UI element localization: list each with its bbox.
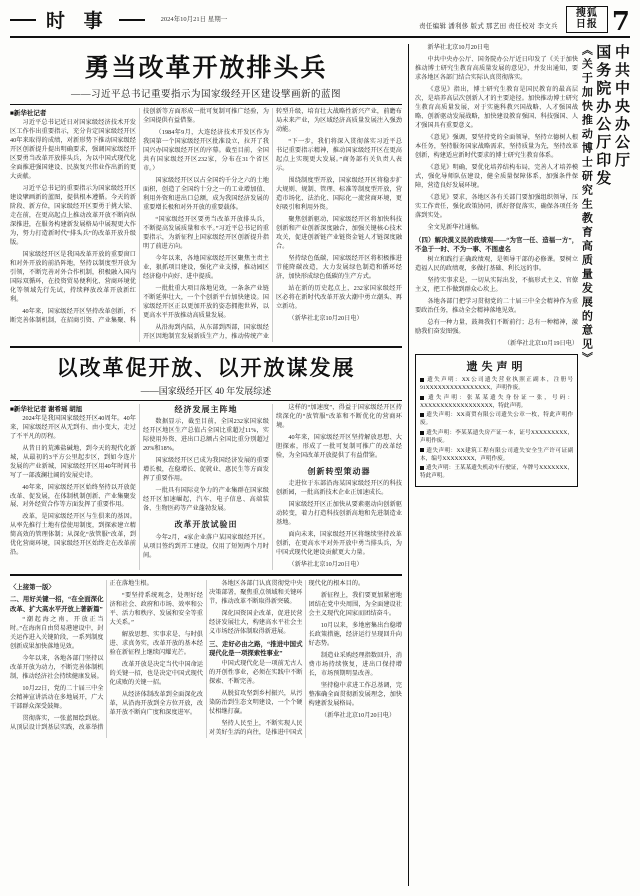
continued-body <box>10 580 402 738</box>
paragraph: 解放思想、实事求是、与时俱进、求真务实，改革开放的基本经验在新征程上继续闪耀光芒。 <box>109 630 203 656</box>
notice-text: 遗失声明：张某某遗失身份证一张，号码：XXXXXXXXXXXXXXXXXX，特此声明。 <box>420 394 574 409</box>
second-article <box>10 352 402 570</box>
main-column <box>10 44 408 886</box>
paper-logo-line1: 搜狐 <box>575 8 598 19</box>
paper-logo <box>566 6 630 38</box>
dateline: 新华社北京10月20日电 <box>427 44 490 51</box>
paragraph: 40年来，国家级经开区坚持改革创新，不断完善体制机制，在招商引资、产业集聚、科技创新等方面形成一批可复制可推广经验，为全国提供有益借鉴。 <box>10 108 269 324</box>
notice-entry <box>420 448 573 464</box>
paragraph: 国家级经开区已成为我国经济发展的重要增长极，在稳增长、促就业、惠民生等方面发挥了重要作用。 <box>143 457 269 483</box>
paragraph: 总有一种力量，鼓舞我们不断前行；总有一种精神，激励我们奋发图强。 <box>415 319 579 336</box>
paragraph-dateline: （新华社北京10月20日电） <box>320 711 396 719</box>
section-title: 时 事 <box>46 10 109 32</box>
policy-article <box>415 44 578 349</box>
bullet-square-icon <box>420 378 424 382</box>
page-body <box>10 44 630 886</box>
right-article-body <box>415 44 578 487</box>
paragraph: 贯彻落实，一张蓝图绘到底。从顶层设计到基层实践，改革举措正在落地生根。 <box>10 579 153 731</box>
paragraph: 改革开放是决定当代中国命运的关键一招，也是决定中国式现代化成败的关键一招。 <box>109 660 203 686</box>
paragraph: 一批批重大项目落地见效，一条条产业链不断延伸壮大，一个个创新平台加快建设。国家级经开区正以更加开放的姿态拥抱世界，以更高水平开放推动高质量发展。 <box>143 284 269 319</box>
paragraph: 从经济体制改革到全面深化改革，从沿海开放到全方位开放，改革开放不断向广度和深度进军。 <box>109 690 203 716</box>
paragraph: 中共中央办公厅、国务院办公厅近日印发了《关于加快推动博士研究生教育高质量发展的意见》，并发出通知，要求各地区各部门结合实际认真贯彻落实。 <box>415 55 579 81</box>
right-top <box>415 44 630 886</box>
notice-entry <box>420 377 573 393</box>
paragraph: 今年2月，4家企业落户某国家级经开区。从项目签约到开工建设，仅用了短短两个月时间。 <box>143 533 269 559</box>
second-section-title: 创新转型策动器 <box>307 466 371 476</box>
paragraph: 数据显示，截至目前，全国232家国家级经开区地区生产总值占全国比重超过11%，实际使用外资、进出口总额占全国比重分别超过20%和18%。 <box>143 418 269 453</box>
paragraph-dateline: （新华社北京10月20日电） <box>288 314 363 322</box>
paragraph: 国家级经开区是我国改革开放的重要窗口和对外开放的前沿阵地，坚持以制度型开放为引领，不断完善对外合作机制，积极融入国内国际双循环，在投资贸易便利化、营商环境优化等领域先行先试，持续释放改革开放新红利。 <box>10 250 136 303</box>
masthead <box>10 6 630 38</box>
divider <box>10 104 402 105</box>
paper-logo-line2: 日报 <box>575 18 598 30</box>
paragraph: 新征程上，我们要更加紧密地团结在党中央周围，为全面建设社会主义现代化国家而团结奋斗。 <box>308 591 402 617</box>
paragraph: 坚持稳中求进工作总基调，完整准确全面贯彻新发展理念，加快构建新发展格局。 <box>308 681 402 707</box>
paragraph: 《意见》要求，各地区各有关部门要加强组织领导，压实工作责任，强化政策协同，抓好督促落实，确保各项任务落到实处。 <box>415 193 579 219</box>
lead-article <box>10 48 402 342</box>
second-section-title: 经济发展主阵地 <box>174 404 238 414</box>
paragraph: 各地区各部门认真贯彻党中央决策部署，聚焦重点领域和关键环节，推动改革不断取得新突破。 <box>209 579 303 605</box>
notice-entry <box>420 412 573 428</box>
paragraph: 从昔日的荒滩盐碱地，到今天的现代化新城，从最初的3平方公里起步区，到如今连片发展的产业新城，国家级经开区用40年时间书写了一部波澜壮阔的发展史诗。 <box>10 444 136 479</box>
paragraph: 10月以来，多地密集出台稳增长政策措施，经济运行呈现回升向好态势。 <box>308 621 402 647</box>
notice-entry <box>420 430 573 446</box>
divider-major <box>10 346 402 348</box>
masthead-left <box>10 6 227 33</box>
bullet-square-icon <box>420 431 424 435</box>
continued-section-head-2: 三、走好必由之路，“推进中国式现代化是一项探索性事业” <box>209 640 303 658</box>
continued-section-head: 二、用好关键一招，“在全面深化改革、扩大高水平开放上著新篇” <box>10 596 104 613</box>
notice-entry <box>420 395 573 411</box>
paragraph: 坚持绿色低碳，国家级经开区将积极推进节能降碳改造，大力发展绿色制造和循环经济，加快形成绿色低碳的生产方式。 <box>276 254 402 280</box>
second-text <box>10 404 402 570</box>
lead-body <box>10 108 402 342</box>
paragraph: 习近平总书记的重要指示为国家级经开区建设擘画新的蓝图，提供根本遵循。今天的新阶段、新方位，国家级经开区要勇于挑大梁、走在前，在更高起点上推动改革开放不断向纵深推进，在服务构建新发展格局中展现更大作为，努力打造新时代“排头兵”的改革开放升级版。 <box>10 184 136 246</box>
paragraph: 坚持实事求是，一切从实际出发，不搞形式主义、官僚主义，把工作做到群众心坎上。 <box>415 277 579 294</box>
continued-article <box>10 580 402 738</box>
paragraph: 从沿海到内陆，从东部到西部，国家级经开区因地制宜发展新质生产力，推动传统产业转型升级，培育壮大战略性新兴产业，前瞻布局未来产业，为区域经济高质量发展注入强劲动能。 <box>143 108 402 340</box>
masthead-rule-right <box>119 19 145 21</box>
paragraph: 习近平总书记近日对国家级经济技术开发区工作作出重要指示，充分肯定国家级经开区40年来取得的成绩，对新形势下推动国家级经开区创新提升提出明确要求，强调国家级经开区要勇当改革开放排头兵，为以中国式现代化全面推进强国建设、民族复兴伟业作出新的更大贡献。 <box>10 119 136 180</box>
continued-text <box>10 580 402 738</box>
divider <box>10 400 402 401</box>
lead-headline: 勇当改革开放排头兵 <box>84 53 328 82</box>
notice-text: 遗失声明：XX公司遗失营业执照正副本，注册号91XXXXXXXXXXXXXXXX，声明作废。 <box>420 377 574 391</box>
paragraph: 中国式现代化是一项前无古人的开创性事业，必须在实践中不断探索、不断完善。 <box>209 660 303 686</box>
paragraph: “要坚持系统观念，处理好经济和社会、政府和市场、效率和公平、活力和秩序、发展和安全等重大关系。” <box>109 591 203 626</box>
paragraph: 《意见》强调，要坚持党的全面领导，坚持立德树人根本任务，坚持服务国家战略需求，坚持质量为先，坚持改革创新，构建适应新时代要求的博士研究生教育体系。 <box>415 133 579 159</box>
second-subheadline: ——国家级经开区 40 年发展综述 <box>140 385 272 396</box>
paragraph: 《意见》指出，博士研究生教育是国民教育的最高层次，是培养高层次创新人才的主要途径。加快推动博士研究生教育高质量发展，对于实施科教兴国战略、人才强国战略、创新驱动发展战略，加快建设教育强国、科技强国、人才强国具有重要意义。 <box>415 85 579 129</box>
right-column <box>408 44 630 886</box>
paragraph: 国家级经开区以占全国约千分之六的土地面积，创造了全国约十分之一的工业增加值、利用外资和进出口总额，成为我国经济发展的重要增长极和对外开放的重要载体。 <box>143 176 269 211</box>
masthead-rule-left <box>10 19 36 21</box>
paragraph: 站在新的历史起点上，232家国家级经开区必将在新时代改革开放大潮中勇立潮头、再立新功。 <box>276 284 402 310</box>
right-note: （新华社北京10月19日电） <box>503 340 579 348</box>
notice-entry <box>420 465 573 481</box>
lost-notice-title: 遗失声明 <box>466 360 527 374</box>
second-section-title: 改革开放试验田 <box>174 520 238 530</box>
paragraph: 《意见》明确，要优化培养结构布局，完善人才培养模式，强化导师队伍建设，健全质量保障体系，加强条件保障，营造良好发展环境。 <box>415 163 579 189</box>
paragraph: 10月22日，党的二十届三中全会精神宣讲活动在多地展开，广大干部群众深受鼓舞。 <box>10 684 104 710</box>
paragraph: 全文见新华社通稿。 <box>427 223 484 231</box>
lost-notice-body <box>420 377 573 481</box>
paragraph: 今年以来，各地国家级经开区聚焦主责主业，狠抓项目建设，强化产业支撑，推动园区经济稳中向好、进中提质。 <box>143 254 269 280</box>
paper-logo-box <box>566 6 608 33</box>
paragraph: 改革，是国家级经开区与生俱来的基因。从率先推行土地有偿使用制度，到探索建立精简高效的管理体制；从深化“放管服”改革，到优化营商环境，国家级经开区始终走在改革前沿。 <box>10 513 136 557</box>
paragraph: 今年以来，各地各部门坚持以改革开放为动力，不断完善体制机制，推动经济社会持续健康发展。 <box>10 654 104 680</box>
bullet-square-icon <box>420 466 424 470</box>
paragraph: 40年来，国家级经开区始终坚持以开放促改革、促发展，在体制机制创新、产业集聚发展、对外经贸合作等方面发挥了重要作用。 <box>10 483 136 509</box>
second-byline: ■新华社记者 谢希瑶 胡旭 <box>10 405 83 413</box>
paragraph-dateline: （新华社北京10月20日电） <box>288 561 363 568</box>
paragraph: “潮起海之南，开放正当时。”在海南自由贸易港建设中，封关运作进入关键阶段，一系列制度创新成果加快落地见效。 <box>10 615 104 650</box>
issuer-vertical-1: 中共中央办公厅 <box>613 44 631 170</box>
notice-text: 遗失声明：王某某遗失机动车行驶证，车牌号XXXXXXX，特此声明。 <box>420 465 574 480</box>
paragraph: 40年来，国家级经开区坚持解放思想、大胆探索，形成了一批可复制可推广的改革经验，为全国改革开放提供了有益借鉴。 <box>276 433 402 459</box>
paragraph: 从脱贫攻坚到乡村振兴，从污染防治到生态文明建设，一个个硬仗相继打赢。 <box>209 690 303 716</box>
doc-title-vertical: 《关于加快推动博士研究生教育高质量发展的意见》 <box>580 44 594 366</box>
divider-major-2 <box>10 574 402 576</box>
bullet-square-icon <box>420 448 424 452</box>
paragraph: 树立和践行正确政绩观，是领导干部的必修课。要树立造福人民的政绩观，多做打基础、利长远的事。 <box>415 256 579 273</box>
paragraph: 聚焦创新驱动，国家级经开区将加快科技创新和产业创新深度融合，加强关键核心技术攻关，促进创新链产业链资金链人才链深度融合。 <box>276 215 402 250</box>
lost-notice-box <box>415 354 578 487</box>
paragraph: 一批具有国际竞争力的产业集群在国家级经开区加速崛起，汽车、电子信息、高端装备、生物医药等产业蓬勃发展。 <box>143 487 269 513</box>
paragraph: 面向未来，国家级经开区将继续坚持改革创新，在更高水平对外开放中勇当排头兵，为中国式现代化建设贡献更大力量。 <box>276 531 402 557</box>
paragraph: 围绕制度型开放，国家级经开区将稳步扩大规则、规制、管理、标准等制度型开放，营造市场化、法治化、国际化一流营商环境，更好吸引和利用外资。 <box>276 176 402 211</box>
notice-text: 遗失声明：李某某遗失房产证一本，证号XXXXXXXXX，声明作废。 <box>420 430 574 444</box>
right-section-head: （四）解决漠义民的政绩观——“为官一任、造福一方”，不急于一时、不为一事、不图虚名 <box>415 236 579 253</box>
bullet-square-icon <box>420 396 424 400</box>
notice-text: 遗失声明：XX建筑工程有限公司遗失安全生产许可证副本，编号XXXXXXXX，声明作废。 <box>420 447 574 462</box>
paragraph: “国家级经开区要勇当改革开放排头兵，不断提高发展质量和水平。”习近平总书记的重要指示，为新征程上国家级经开区创新提升指明了前进方向。 <box>143 215 269 250</box>
bullet-square-icon <box>420 413 424 417</box>
paragraph: 走进位于东部沿海某国家级经开区的科技创新园，一批高新技术企业正加速成长。 <box>276 480 402 497</box>
paragraph: 这样的“加速度”，得益于国家级经开区持续深化的“放管服”改革和不断优化的营商环境。 <box>276 403 402 429</box>
continued-from: 〈上接第一版〉 <box>10 583 55 591</box>
editor-credits: 责任编辑 潘利侈 版式 那艺田 责任校对 李文兵 <box>419 23 558 30</box>
paragraph: “下一步，我们将深入贯彻落实习近平总书记重要指示精神，推动国家级经开区在更高起点上实现更大发展。”商务部有关负责人表示。 <box>276 137 402 172</box>
paragraph: 坚持人民至上，不断实现人民对美好生活的向往，是推进中国式现代化的根本目的。 <box>209 579 365 737</box>
paragraph: （1984年9月，大连经济技术开发区作为我国第一个国家级经开区批准设立，拉开了我国兴办国家级经开区的序幕。截至目前，全国共有国家级经开区232家，分布在31个省区市。） <box>143 128 269 172</box>
lead-byline: ■新华社记者 <box>10 110 47 117</box>
paragraph: 2024年是我国国家级经开区40周年。40年来，国家级经开区从无到有、由小变大，走过了不平凡的历程。 <box>10 414 136 440</box>
notice-text: 遗失声明：XX商贸有限公司遗失公章一枚，特此声明作废。 <box>420 412 574 427</box>
lead-subheadline: ——习近平总书记重要指示为国家级经开区建设擘画新的蓝图 <box>70 90 341 100</box>
page-number: 7 <box>611 7 630 38</box>
paragraph: 国家级经开区正加快从要素驱动向创新驱动转变，着力打造科技创新高地和先进制造业基地。 <box>276 501 402 527</box>
issue-date: 2024年10月21日 星期一 <box>160 15 228 23</box>
issuer-vertical-2: 国务院办公厅印发 <box>594 44 613 188</box>
second-body <box>10 404 402 570</box>
paragraph: 各地各部门把学习贯彻党的二十届三中全会精神作为重要政治任务，推动全会精神落地见效。 <box>415 298 579 315</box>
second-headline: 以改革促开放、以开放谋发展 <box>56 354 356 380</box>
lead-col1 <box>10 108 402 342</box>
paragraph: 制造业采购经理指数回升，消费市场持续恢复，进出口保持增长，市场预期明显改善。 <box>308 651 402 677</box>
paragraph: 深化国资国企改革，促进民营经济发展壮大，构建高水平社会主义市场经济体制取得新进展。 <box>209 609 303 635</box>
